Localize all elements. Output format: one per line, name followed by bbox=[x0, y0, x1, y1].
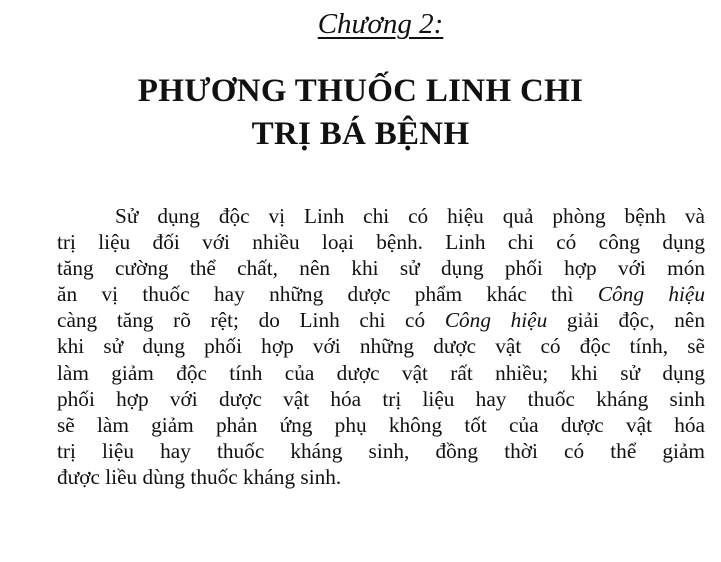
chapter-heading bbox=[0, 8, 721, 41]
paragraph-line bbox=[57, 281, 705, 307]
paragraph-line: trị liệu hay thuốc kháng sinh, đồng thời có thể giảm bbox=[57, 438, 705, 463]
chapter-title bbox=[0, 70, 721, 156]
line-text: giải độc, nên bbox=[547, 308, 705, 333]
line-text: ăn vị thuốc hay những dược phẩm khác thì bbox=[57, 282, 598, 307]
paragraph-line: làm giảm độc tính của dược vật rất nhiều; khi sử dụng bbox=[57, 360, 705, 385]
paragraph-line: tăng cường thể chất, nên khi sử dụng phối hợp với món bbox=[57, 256, 705, 281]
chapter-title-line-2: TRỊ BÁ BỆNH bbox=[251, 116, 470, 152]
paragraph-line bbox=[57, 307, 705, 333]
italic-term: Công hiệu bbox=[597, 282, 705, 307]
body-paragraph bbox=[57, 203, 705, 490]
italic-term: Công hiệu bbox=[444, 308, 548, 333]
line-text: càng tăng rõ rệt; do Linh chi có bbox=[57, 308, 445, 333]
paragraph-line: sẽ làm giảm phản ứng phụ không tốt của dược vật hóa bbox=[57, 412, 705, 437]
chapter-title-line-1: PHƯƠNG THUỐC LINH CHI bbox=[137, 73, 584, 109]
paragraph-line: được liều dùng thuốc kháng sinh. bbox=[57, 464, 342, 489]
paragraph-line: phối hợp với dược vật hóa trị liệu hay thuốc kháng sinh bbox=[57, 386, 705, 411]
paragraph-line: trị liệu đối với nhiều loại bệnh. Linh chi có công dụng bbox=[57, 230, 705, 255]
paragraph-line: Sử dụng độc vị Linh chi có hiệu quả phòng bệnh và bbox=[115, 204, 705, 228]
paragraph-line: khi sử dụng phối hợp với những dược vật có độc tính, sẽ bbox=[57, 334, 705, 359]
chapter-heading-text: Chương 2: bbox=[317, 8, 444, 40]
